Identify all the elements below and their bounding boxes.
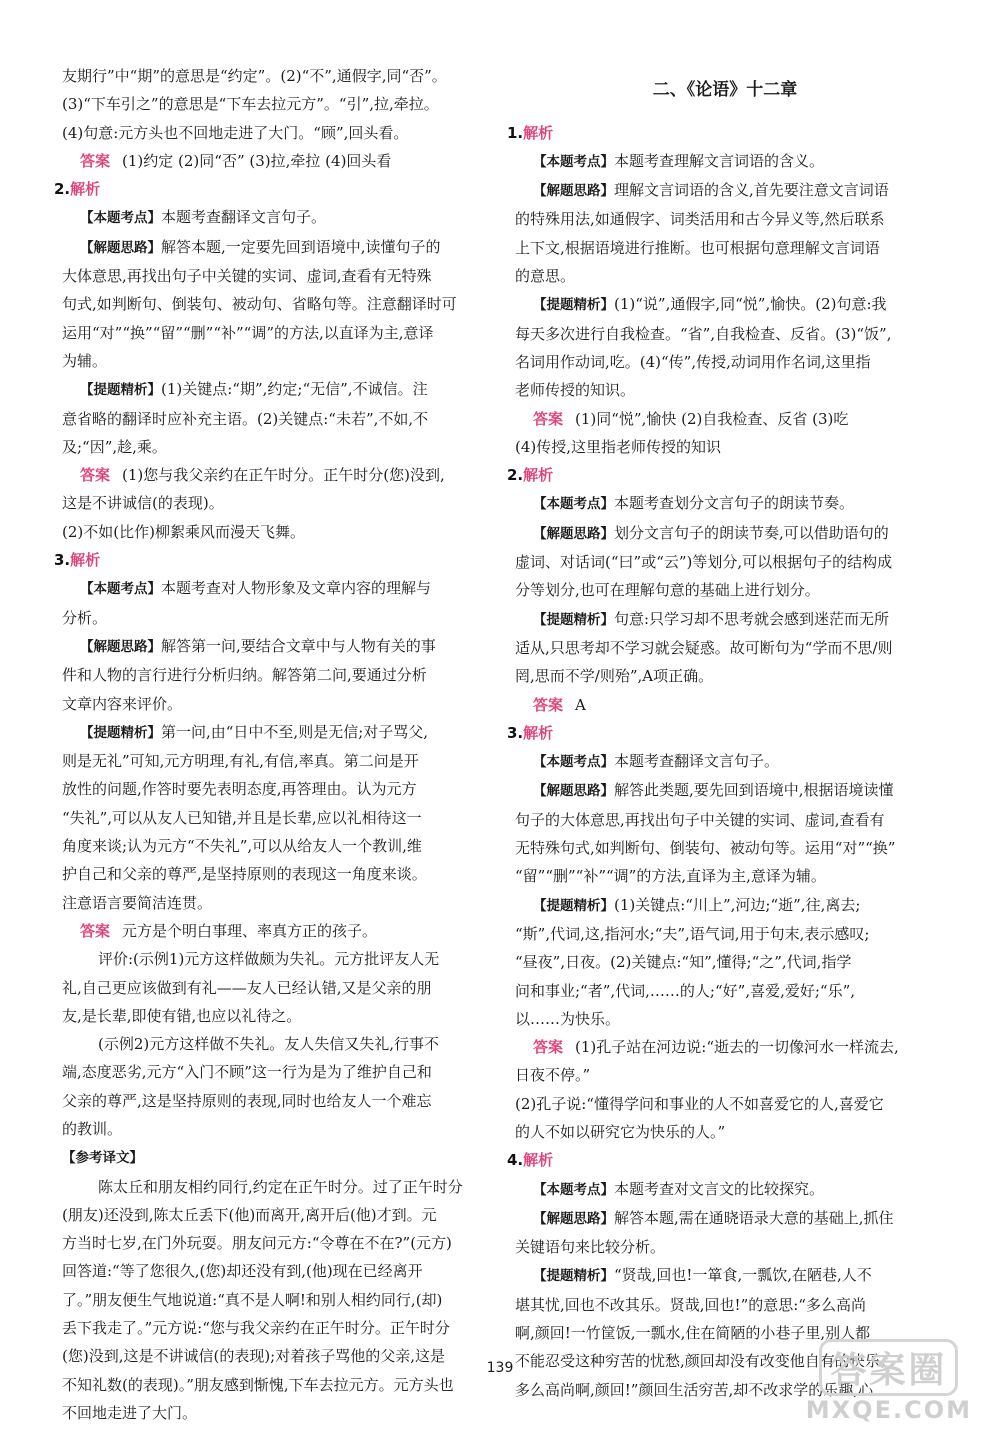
key-point-line bbox=[515, 147, 935, 176]
key-point-line bbox=[515, 1261, 935, 1290]
text-line: 分析。 bbox=[62, 608, 108, 627]
answer-label: 答案 bbox=[80, 151, 111, 170]
text-line: 不回地走进了大门。 bbox=[62, 1403, 198, 1422]
text-line: 无特殊句式,如判断句、倒装句、被动句等。运用“对”“换” bbox=[515, 839, 896, 858]
text-line: 句式,如判断句、倒装句、被动句、省略句等。注意翻译时可 bbox=[62, 295, 457, 314]
text-line: 礼,自己更应该做到有礼——友人已经认错,又是父亲的朋 bbox=[62, 978, 432, 997]
question-number: 1. bbox=[507, 123, 524, 142]
text-line: “失礼”,可以从友人已知错,并且是长辈,应以礼相待这一 bbox=[62, 808, 422, 827]
text-line: 每天多次进行自我检查。“省”,自我检查、反省。(3)“饭”, bbox=[515, 324, 892, 343]
question-number: 2. bbox=[54, 180, 71, 199]
line-text: 解答本题,一定要先回到语境中,读懂句子的 bbox=[161, 237, 441, 256]
question-number: 2. bbox=[507, 466, 524, 485]
text-line: 则是无礼”可知,元方明理,有礼,有信,率真。第二问是开 bbox=[62, 752, 419, 771]
answer-label: 答案 bbox=[80, 921, 111, 940]
analysis-label: 解析 bbox=[523, 466, 554, 485]
line-text: 理解文言词语的含义,首先要注意文言词语 bbox=[614, 181, 889, 200]
left-column bbox=[54, 62, 482, 1427]
text-line: (4)传授,这里指老师传授的知识 bbox=[515, 437, 722, 456]
text-line: 角度来谈;认为元方“不失礼”,可以从给友人一个教训,维 bbox=[62, 837, 422, 856]
answer-label: 答案 bbox=[80, 466, 111, 485]
key-point-line bbox=[515, 747, 935, 776]
question-number: 3. bbox=[54, 551, 71, 570]
text-line: 评价:(示例1)元方这样做颇为失礼。元方批评友人无 bbox=[98, 950, 440, 969]
section-tag: 【本题考点】 bbox=[533, 153, 614, 170]
text-line: 罔,思而不学/则殆”,A项正确。 bbox=[515, 667, 714, 686]
question-heading bbox=[54, 546, 482, 574]
text-line: 堪其忧,回也不改其乐。贤哉,回也!”的意思:“多么高尚 bbox=[515, 1295, 866, 1314]
line-text: 解答本题,需在通晓语录大意的基础上,抓住 bbox=[614, 1208, 894, 1227]
text-line: (4)句意:元方头也不回地走进了大门。“顾”,回头看。 bbox=[62, 123, 409, 142]
reference-label: 【参考译文】 bbox=[62, 1150, 143, 1167]
text-line: 适从,只思考却不学习就会疑惑。故可断句为“学而不思/则 bbox=[515, 638, 893, 657]
line-text: 划分文言句子的朗读节奏,可以借助语句的 bbox=[614, 523, 889, 542]
text-line: 虚词、对话词(“曰”或“云”)等划分,可以根据句子的结构成 bbox=[515, 553, 893, 572]
section-tag: 【提题精析】 bbox=[533, 297, 614, 314]
answer-line bbox=[62, 917, 482, 945]
section-tag: 【解题思路】 bbox=[80, 638, 161, 655]
text-line: 友期行”中“期”的意思是“约定”。(2)“不”,通假字,同“否”。 bbox=[62, 67, 447, 85]
text-line: 老师传授的知识。 bbox=[515, 381, 636, 400]
text-line: 大体意思,再找出句子中关键的实词、虚词,查看有无特殊 bbox=[62, 267, 432, 286]
text-line: 句子的大体意思,再找出句子中关键的实词、虚词,查看有 bbox=[515, 810, 885, 829]
text-line: 陈太丘和朋友相约同行,约定在正午时分。过了正午时分 bbox=[98, 1177, 463, 1196]
section-tag: 【本题考点】 bbox=[533, 496, 614, 513]
text-line: 多么高尚啊,颜回!”颜回生活穷苦,却不改求学的乐趣,心 bbox=[515, 1380, 874, 1399]
key-point-line bbox=[515, 605, 935, 634]
text-line: 上下文,根据语境进行推断。也可根据句意理解文言词语 bbox=[515, 238, 880, 257]
key-point-line bbox=[62, 574, 482, 603]
text-line: 护自己和父亲的尊严,是坚持原则的表现这一角度来谈。 bbox=[62, 865, 427, 884]
section-tag: 【解题思路】 bbox=[533, 183, 614, 200]
page-number: 139 bbox=[486, 1360, 514, 1376]
key-point-line bbox=[62, 233, 482, 262]
line-text: (1)关键点:“川上”,河边;“逝”,往,离去; bbox=[614, 895, 861, 914]
section-tag: 【本题考点】 bbox=[533, 754, 614, 771]
analysis-label: 解析 bbox=[523, 123, 554, 142]
text-line: (您)没到,这是不讲诚信(的表现);对着孩子骂他的父亲,这是 bbox=[62, 1347, 446, 1366]
text-line: 友,是长辈,即使有错,也应以礼待之。 bbox=[62, 1006, 302, 1025]
text-line: 这是不讲诚信(的表现)。 bbox=[62, 494, 224, 513]
text-line: 的特殊用法,如通假字、词类活用和古今异义等,然后联系 bbox=[515, 210, 885, 229]
text-line: 问和事业;“者”,代词,……的人;“好”,喜爱,爱好;“乐”, bbox=[515, 981, 856, 1000]
analysis-label: 解析 bbox=[523, 1151, 554, 1170]
text-line: 意省略的翻译时应补充主语。(2)关键点:“未若”,不如,不 bbox=[62, 409, 429, 428]
text-line: 的意思。 bbox=[515, 267, 576, 286]
line-text: 句意:只学习却不思考就会感到迷茫而无所 bbox=[614, 609, 890, 628]
key-point-line bbox=[515, 776, 935, 805]
text-line: 名词用作动词,吃。(4)“传”,传授,动词用作名词,这里指 bbox=[515, 352, 871, 371]
answer-label: 答案 bbox=[533, 409, 564, 428]
text-line: 以……为快乐。 bbox=[515, 1009, 621, 1028]
line-text: (1)关键点:“期”,约定;“无信”,不诚信。注 bbox=[161, 380, 428, 399]
answer-label: 答案 bbox=[533, 695, 564, 714]
text-line: 分等划分,也可在理解句意的基础上进行划分。 bbox=[515, 581, 820, 600]
text-line: 回答道:“等了您很久,(您)却还没有到,(他)现在已经离开 bbox=[62, 1262, 423, 1281]
key-point-line bbox=[515, 891, 935, 920]
answer-label: 答案 bbox=[533, 1038, 564, 1057]
text-line: (3)“下车引之”的意思是“下车去拉元方”。“引”,拉,牵拉。 bbox=[62, 95, 439, 114]
text-line: 的教训。 bbox=[62, 1119, 123, 1138]
line-text: 第一问,由“日中不至,则是无信;对子骂父, bbox=[161, 722, 429, 741]
text-line: 文章内容来评价。 bbox=[62, 694, 183, 713]
question-number: 4. bbox=[507, 1151, 524, 1170]
section-tag: 【提题精析】 bbox=[533, 1268, 614, 1285]
watermark bbox=[806, 1339, 972, 1424]
section-tag: 【本题考点】 bbox=[80, 581, 161, 598]
text-line: 方当时七岁,在门外玩耍。朋友问元方:“令尊在不在?”(元方) bbox=[62, 1234, 452, 1253]
section-tag: 【解题思路】 bbox=[533, 1210, 614, 1227]
question-heading bbox=[507, 1146, 935, 1174]
text-line: 关键语句来比较分析。 bbox=[515, 1238, 666, 1257]
question-heading bbox=[507, 119, 935, 147]
question-number: 3. bbox=[507, 723, 524, 742]
section-tag: 【解题思路】 bbox=[80, 239, 161, 256]
text-line: 不能忍受这种穷苦的忧愁,颜回却没有改变他自有的快乐。 bbox=[515, 1352, 895, 1371]
key-point-line bbox=[515, 290, 935, 319]
line-text: 解答此类题,要先回到语境中,根据语境读懂 bbox=[614, 781, 894, 800]
question-heading bbox=[54, 175, 482, 203]
line-text: 本题考查翻译文言句子。 bbox=[614, 752, 780, 771]
text-line: 父亲的尊严,这是坚持原则的表现,同时也给友人一个难忘 bbox=[62, 1091, 432, 1110]
text-line: 运用“对”“换”“留”“删”“补”“调”的方法,以直译为主,意译 bbox=[62, 323, 434, 342]
section-tag: 【本题考点】 bbox=[533, 1181, 614, 1198]
text-line: (朋友)还没到,陈太丘丢下(他)而离开,离开后(他)才到。元 bbox=[62, 1205, 437, 1224]
right-column bbox=[507, 62, 935, 1404]
answer-text: 元方是个明白事理、率真方正的孩子。 bbox=[122, 921, 378, 940]
section-tag: 【解题思路】 bbox=[533, 783, 614, 800]
key-point-line bbox=[515, 489, 935, 518]
key-point-line bbox=[62, 632, 482, 661]
text-line: 啊,颜回!一竹筐饭,一瓢水,住在简陋的小巷子里,别人都 bbox=[515, 1324, 871, 1343]
section-tag: 【解题思路】 bbox=[533, 525, 614, 542]
line-text: 本题考查划分文言句子的朗读节奏。 bbox=[614, 494, 855, 513]
reference-heading bbox=[62, 1143, 482, 1172]
line-text: 本题考查对文言文的比较探究。 bbox=[614, 1179, 825, 1198]
key-point-line bbox=[62, 203, 482, 232]
text-line: “斯”,代词,这,指河水;“夫”,语气词,用于句末,表示感叹; bbox=[515, 924, 870, 943]
text-line: 了。”朋友便生气地说道:“真不是人啊!和别人相约同行,(却) bbox=[62, 1290, 443, 1309]
section-tag: 【本题考点】 bbox=[80, 210, 161, 227]
key-point-line bbox=[62, 718, 482, 747]
answer-text: (1)孔子站在河边说:“逝去的一切像河水一样流去, bbox=[575, 1038, 899, 1057]
text-line: 丢下我走了。”元方说:“您与我父亲约在正午时分。正午时分 bbox=[62, 1319, 450, 1338]
text-line: (2)孔子说:“懂得学问和事业的人不如喜爱它的人,喜爱它 bbox=[515, 1094, 884, 1113]
question-heading bbox=[507, 719, 935, 747]
line-text: 解答第一问,要结合文章中与人物有关的事 bbox=[161, 636, 436, 655]
answer-line bbox=[515, 405, 935, 433]
answer-line bbox=[515, 1033, 935, 1061]
text-line: 为辅。 bbox=[62, 351, 108, 370]
key-point-line bbox=[515, 519, 935, 548]
section-tag: 【提题精析】 bbox=[533, 611, 614, 628]
text-line: 注意语言要简洁连贯。 bbox=[62, 893, 213, 912]
section-tag: 【提题精析】 bbox=[533, 897, 614, 914]
analysis-label: 解析 bbox=[70, 180, 101, 199]
text-line: (示例2)元方这样做不失礼。友人失信又失礼,行事不 bbox=[98, 1035, 440, 1054]
key-point-line bbox=[515, 176, 935, 205]
line-text: 本题考查理解文言词语的含义。 bbox=[614, 151, 825, 170]
text-line: (2)不如(比作)柳絮乘风而漫天飞舞。 bbox=[62, 522, 305, 541]
answer-text: A bbox=[575, 695, 586, 714]
section-title: 二、《论语》十二章 bbox=[652, 80, 798, 100]
answer-text: (1)您与我父亲约在正午时分。正午时分(您)没到, bbox=[122, 466, 445, 485]
text-line: 及;“因”,趁,乘。 bbox=[62, 437, 167, 456]
answer-text: (1)约定 (2)同“否” (3)拉,牵拉 (4)回头看 bbox=[122, 151, 392, 170]
text-line: “留”“删”“补”“调”的方法,直译为主,意译为辅。 bbox=[515, 867, 826, 886]
section-tag: 【提题精析】 bbox=[80, 382, 161, 399]
line-text: 本题考查对人物形象及文章内容的理解与 bbox=[161, 579, 432, 598]
text-line: 端,态度恶劣,元方“入门不顾”这一行为是为了维护自己和 bbox=[62, 1063, 432, 1082]
text-line: 件和人物的言行进行分析归纳。解答第二问,要通过分析 bbox=[62, 666, 427, 685]
line-text: 本题考查翻译文言句子。 bbox=[161, 208, 327, 227]
key-point-line bbox=[515, 1204, 935, 1233]
line-text: (1)“说”,通假字,同“悦”,愉快。(2)句意:我 bbox=[614, 295, 887, 314]
line-text: “贤哉,回也!一箪食,一瓢饮,在陋巷,人不 bbox=[614, 1266, 872, 1285]
answer-text: (1)同“悦”,愉快 (2)自我检查、反省 (3)吃 bbox=[575, 409, 849, 428]
answer-line bbox=[515, 691, 935, 719]
key-point-line bbox=[515, 1175, 935, 1204]
watermark-url: MXQE.COM bbox=[805, 1396, 972, 1424]
question-heading bbox=[507, 461, 935, 489]
text-line: 放性的问题,作答时要先表明态度,再答理由。认为元方 bbox=[62, 780, 417, 799]
answer-line bbox=[62, 147, 482, 175]
text-line: 不知礼数(的表现)。”朋友感到惭愧,下车去拉元方。元方头也 bbox=[62, 1375, 454, 1394]
watermark-logo: 答案圈 bbox=[819, 1339, 958, 1396]
key-point-line bbox=[62, 375, 482, 404]
text-line: 的人不如以研究它为快乐的人。” bbox=[515, 1122, 726, 1141]
answer-line bbox=[62, 461, 482, 489]
text-line: 日夜不停。” bbox=[515, 1066, 591, 1085]
analysis-label: 解析 bbox=[523, 723, 554, 742]
section-tag: 【提题精析】 bbox=[80, 724, 161, 741]
text-line: “昼夜”,日夜。(2)关键点:“知”,懂得;“之”,代词,指学 bbox=[515, 953, 852, 972]
analysis-label: 解析 bbox=[70, 551, 101, 570]
